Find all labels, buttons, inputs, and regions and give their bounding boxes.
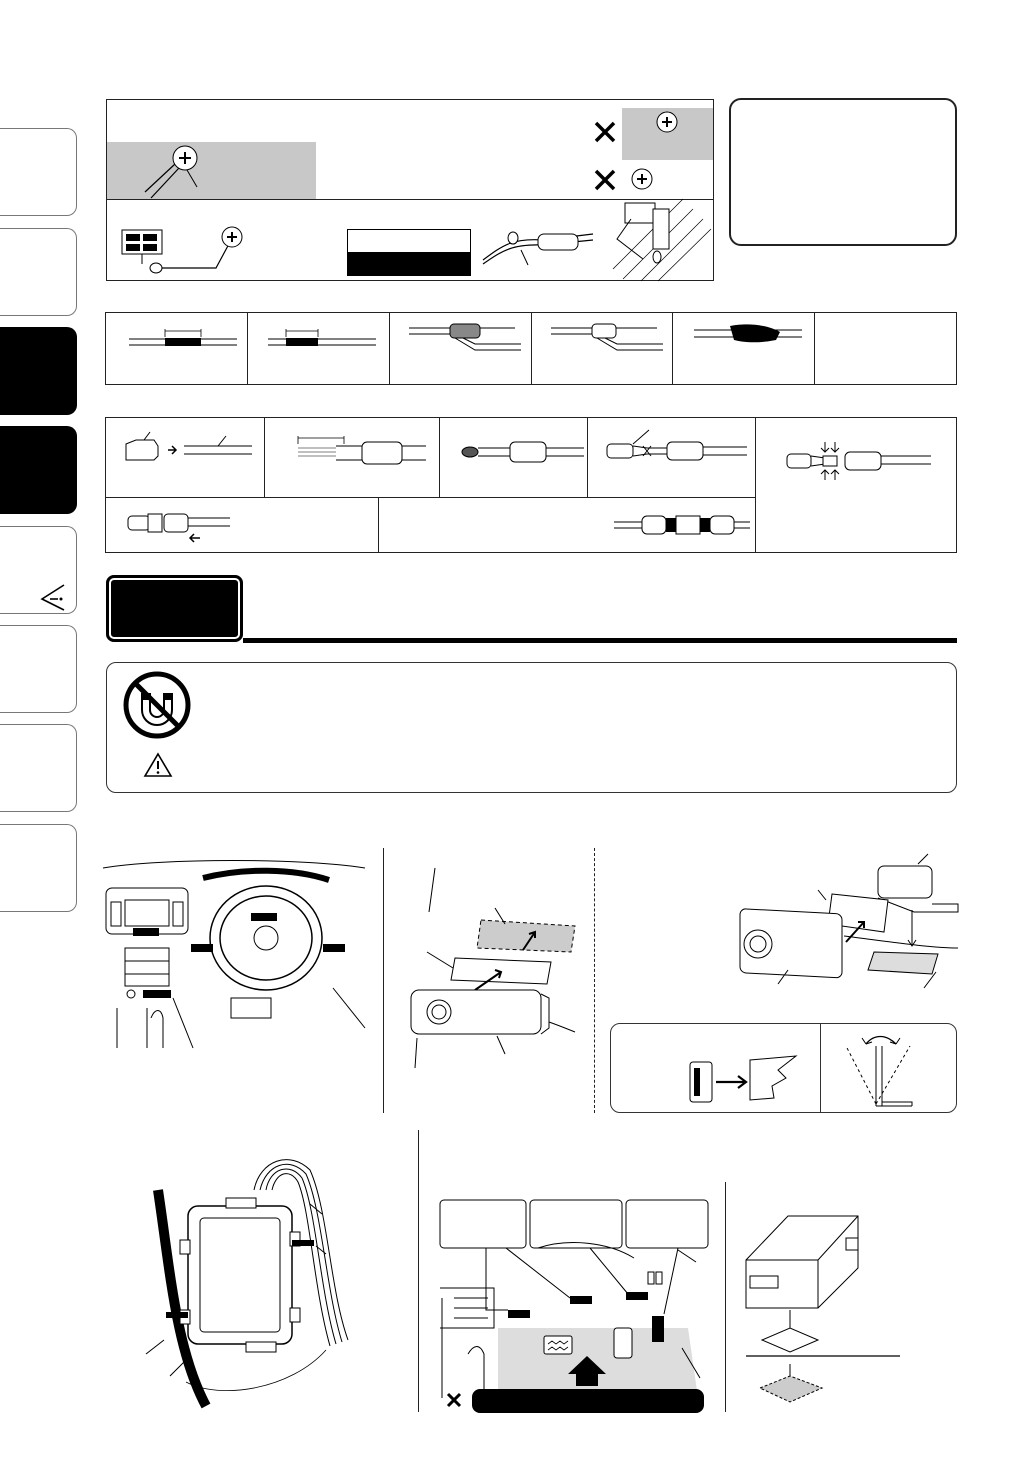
side-tab-5[interactable] <box>0 526 77 614</box>
crimp-sleeve-illustration <box>460 432 590 472</box>
battery-ground-illustration <box>118 220 258 280</box>
divider <box>264 417 265 497</box>
screw-icon <box>652 108 682 138</box>
crimp-arrows-illustration <box>783 440 943 480</box>
connect-terminal-illustration <box>124 508 234 544</box>
section-header-rule <box>243 638 957 643</box>
wire-tap-illustration <box>613 199 713 281</box>
bend-bracket-illustration <box>830 1030 930 1110</box>
side-tab-8[interactable] <box>0 824 77 912</box>
unit-on-pad-illustration <box>742 1212 872 1412</box>
divider <box>389 312 390 385</box>
side-tab-3[interactable] <box>0 327 77 415</box>
control-box-wiring-illustration <box>150 1150 380 1410</box>
unit-mount-tape-illustration <box>405 868 575 1098</box>
dashboard-overview-illustration <box>103 858 373 1048</box>
side-tab-2[interactable] <box>0 228 77 316</box>
dashboard-placement-illustration <box>438 1198 718 1418</box>
strip-sleeve-illustration <box>296 430 436 470</box>
insert-terminal-illustration <box>603 428 753 468</box>
bracket-mount-illustration <box>728 860 958 1000</box>
side-tab-6[interactable] <box>0 625 77 713</box>
twist-wire-step <box>405 320 525 356</box>
side-tab-1[interactable] <box>0 128 77 216</box>
divider <box>531 312 532 385</box>
solder-wire-step <box>547 320 667 356</box>
side-tab-4[interactable] <box>0 426 77 514</box>
no-magnet-icon <box>122 670 192 740</box>
inline-fuse-illustration <box>483 220 608 270</box>
divider <box>106 497 755 498</box>
label-box-black <box>347 252 471 276</box>
strip-wire-step-2 <box>264 325 384 355</box>
black-label-bar <box>472 1389 704 1413</box>
sleeve-onto-wire-illustration <box>120 432 260 472</box>
divider <box>378 497 379 553</box>
vertical-divider <box>725 1182 726 1412</box>
warning-triangle-icon <box>38 582 68 612</box>
vertical-divider <box>383 848 384 1113</box>
bad-mark-2 <box>594 169 616 191</box>
divider <box>820 1024 821 1112</box>
vertical-divider <box>418 1130 419 1412</box>
divider <box>814 312 815 385</box>
divider <box>755 417 756 553</box>
screw-icon <box>627 165 657 195</box>
label-box-white <box>347 229 471 253</box>
screw-terminal-illustration <box>107 142 317 200</box>
note-box <box>729 98 957 246</box>
warning-triangle-icon <box>143 752 173 778</box>
section-header-box <box>106 575 243 642</box>
strip-wire-step-1 <box>125 325 245 355</box>
clip-insert-illustration <box>686 1046 816 1106</box>
tape-wire-step <box>690 320 810 356</box>
caution-box <box>106 662 957 793</box>
side-tab-7[interactable] <box>0 724 77 812</box>
divider <box>672 312 673 385</box>
dashed-divider <box>594 848 595 1113</box>
bad-mark-1 <box>594 121 616 143</box>
divider <box>247 312 248 385</box>
joined-connector-illustration <box>612 508 752 542</box>
divider <box>439 417 440 497</box>
